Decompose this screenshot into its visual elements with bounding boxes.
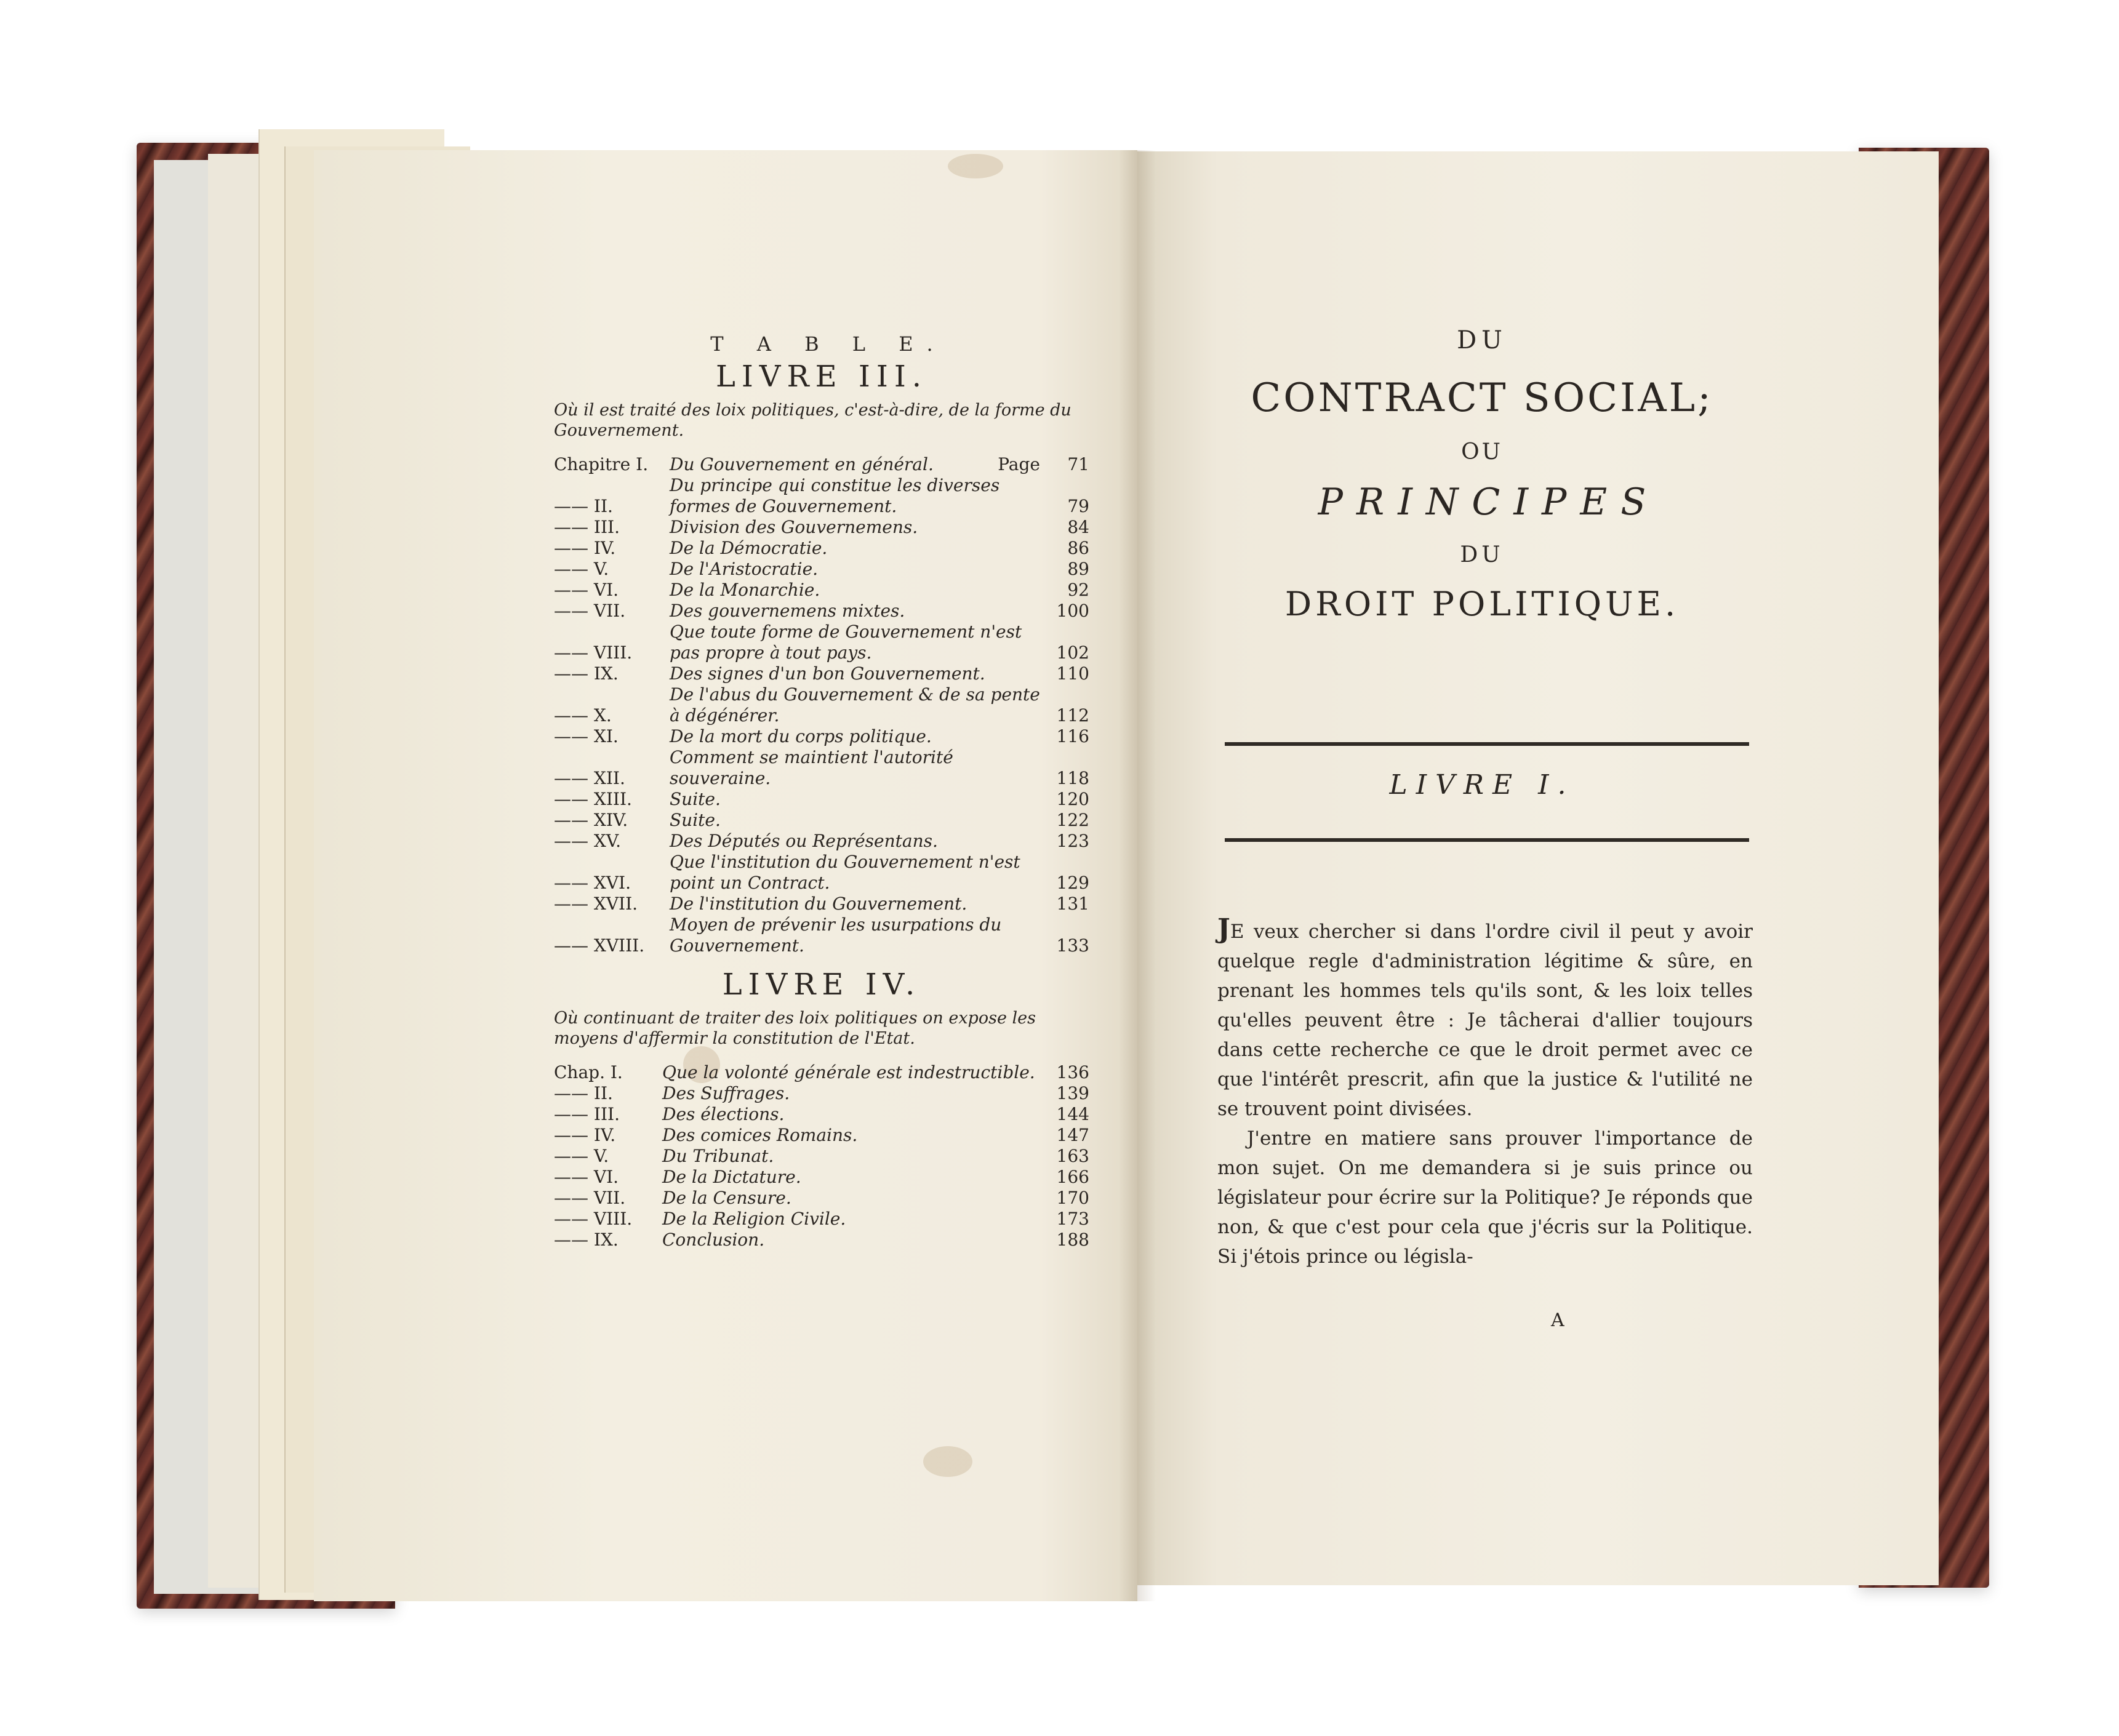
toc-entry	[554, 1209, 1089, 1230]
chapter-number: —— V.	[554, 1146, 609, 1166]
chapter-title: Suite.	[670, 789, 721, 809]
page-number: 147	[1056, 1125, 1089, 1145]
chapter-number: —— IX.	[554, 1230, 619, 1250]
paper-stain	[948, 154, 1003, 178]
chapter-title: Des signes d'un bon Gouvernement.	[670, 663, 985, 684]
chapter-title: De l'institution du Gouvernement.	[670, 894, 967, 914]
page-number: 173	[1056, 1209, 1089, 1229]
page-number: 116	[1056, 726, 1089, 746]
toc-entry	[554, 622, 1089, 663]
chapter-number: —— XII.	[554, 768, 625, 788]
page-number: 144	[1056, 1104, 1089, 1124]
page-number: 122	[1056, 810, 1089, 830]
chapter-title: De la Démocratie.	[670, 538, 828, 558]
body-text	[1217, 914, 1753, 1271]
chapter-number: —— XVI.	[554, 873, 631, 893]
paragraph-text: E veux chercher si dans l'ordre civil il peut y avoir quelque regle d'administration légitime & sûre, en prenant les hommes tels qu'ils sont, & les loix telles qu'elles peuvent être : Je tâcherai d'allier toujours dans cette recherche ce que le droit permet avec ce que l'intérêt prescrit, afin que la justice & l'utilité ne se trouvent point divisées.	[1217, 921, 1753, 1120]
livre-iii-entries	[554, 454, 1089, 956]
chapter-title: Que la volonté générale est indestructible.	[662, 1062, 1035, 1082]
chapter-number: Chapitre I.	[554, 454, 649, 474]
title-du-second: DU	[1460, 542, 1504, 567]
toc-entry	[554, 852, 1089, 894]
horizontal-rule	[1225, 838, 1749, 842]
page-number: 92	[1067, 580, 1089, 600]
paragraph	[1217, 914, 1753, 1124]
chapter-title: Du Gouvernement en général.	[670, 454, 934, 474]
chapter-title: Du Tribunat.	[662, 1146, 774, 1166]
chapter-title: De la Monarchie.	[670, 580, 820, 600]
toc-entry	[554, 684, 1089, 726]
toc-entry	[554, 1188, 1089, 1209]
drop-cap: J	[1217, 913, 1230, 945]
toc-entry	[554, 894, 1089, 914]
page-number: 123	[1056, 831, 1089, 851]
toc-entry	[554, 810, 1089, 831]
toc-entry	[554, 454, 1089, 475]
chapter-number: —— XV.	[554, 831, 622, 851]
livre-iv-heading: LIVRE IV.	[722, 967, 921, 1002]
page-number: 133	[1056, 935, 1089, 956]
chapter-number: —— IX.	[554, 663, 619, 684]
toc-entry	[554, 1083, 1089, 1104]
chapter-number: —— IV.	[554, 538, 616, 558]
title-principes: PRINCIPES	[1318, 481, 1660, 524]
page-number: 71	[1067, 454, 1089, 474]
signature-mark: A	[1551, 1310, 1564, 1331]
chapter-number: —— II.	[554, 1083, 613, 1103]
chapter-title: Suite.	[670, 810, 721, 830]
table-of-contents	[554, 332, 1089, 1250]
page-number: 112	[1056, 705, 1089, 726]
chapter-number: —— XIV.	[554, 810, 628, 830]
chapter-title: Des gouvernemens mixtes.	[670, 601, 905, 621]
toc-entry	[554, 1062, 1089, 1083]
chapter-number: —— II.	[554, 496, 613, 516]
chapter-number: —— VIII.	[554, 1209, 633, 1229]
paragraph: J'entre en matiere sans prouver l'importance de mon sujet. On me demandera si je suis prince ou législateur pour écrire sur la Politique? Je réponds que non, & que c'est pour cela que j'écris sur la Politique. Si j'étois prince ou législa-	[1217, 1127, 1753, 1268]
livre-iv-entries	[554, 1062, 1089, 1250]
page-number: 100	[1056, 601, 1089, 621]
chapter-number: —— XI.	[554, 726, 619, 746]
chapter-number: —— VII.	[554, 1188, 626, 1208]
toc-entry	[554, 1146, 1089, 1167]
chapter-title: Comment se maintient l'autorité souveraine.	[670, 747, 953, 788]
title-du: DU	[1457, 326, 1507, 354]
page-number: 139	[1056, 1083, 1089, 1103]
toc-entry	[554, 559, 1089, 580]
toc-entry	[554, 831, 1089, 852]
chapter-number: —— XVII.	[554, 894, 638, 914]
page-number: 79	[1067, 496, 1089, 516]
horizontal-rule	[1225, 742, 1749, 746]
toc-entry	[554, 580, 1089, 601]
chapter-title: Division des Gouvernemens.	[670, 517, 918, 537]
chapter-title: Que l'institution du Gouvernement n'est point un Contract.	[670, 852, 1020, 893]
toc-entry	[554, 1104, 1089, 1125]
chapter-title: Du principe qui constitue les diverses formes de Gouvernement.	[670, 475, 1000, 516]
page-number: 110	[1056, 663, 1089, 684]
chapter-title: De l'Aristocratie.	[670, 559, 819, 579]
toc-entry	[554, 538, 1089, 559]
page-number: 129	[1056, 873, 1089, 893]
toc-entry	[554, 914, 1089, 956]
chapter-number: —— VI.	[554, 580, 619, 600]
toc-entry	[554, 517, 1089, 538]
toc-entry	[554, 789, 1089, 810]
paper-stain	[923, 1446, 972, 1477]
page-number: 84	[1067, 517, 1089, 537]
title-droit-politique: DROIT POLITIQUE.	[1284, 585, 1680, 623]
page-number: 120	[1056, 789, 1089, 809]
chapter-title: De l'abus du Gouvernement & de sa pente à dégénérer.	[670, 684, 1040, 726]
chapter-title: Que toute forme de Gouvernement n'est pas propre à tout pays.	[670, 622, 1022, 663]
toc-entry	[554, 1230, 1089, 1250]
chapter-title: Moyen de prévenir les usurpations du Gouvernement.	[670, 914, 1002, 956]
chapter-number: —— XIII.	[554, 789, 632, 809]
livre-iii-description: Où il est traité des loix politiques, c'est-à-dire, de la forme du Gouvernement.	[554, 401, 1072, 440]
chapter-number: —— VI.	[554, 1167, 619, 1187]
chapter-number: —— III.	[554, 517, 620, 537]
toc-entry	[554, 663, 1089, 684]
table-title: T A B L E.	[710, 332, 947, 356]
toc-entry	[554, 475, 1089, 517]
chapter-title: De la Dictature.	[662, 1167, 801, 1187]
chapter-number: —— XVIII.	[554, 935, 645, 956]
page-number: 136	[1056, 1062, 1089, 1082]
chapter-number: —— X.	[554, 705, 612, 726]
toc-entry	[554, 747, 1089, 789]
chapter-title: Des Suffrages.	[662, 1083, 790, 1103]
page-number: 188	[1056, 1230, 1089, 1250]
page-number: 86	[1067, 538, 1089, 558]
livre-iii-heading: LIVRE III.	[715, 359, 928, 394]
chapter-number: —— VII.	[554, 601, 626, 621]
chapter-number: Chap. I.	[554, 1062, 623, 1082]
page-word: Page	[998, 454, 1040, 474]
toc-entry	[554, 726, 1089, 747]
title-block	[1205, 326, 1759, 623]
page-number: 170	[1056, 1188, 1089, 1208]
chapter-number: —— IV.	[554, 1125, 616, 1145]
chapter-title: De la Censure.	[662, 1188, 791, 1208]
toc-entry	[554, 601, 1089, 622]
page-number: 131	[1056, 894, 1089, 914]
page-number: 166	[1056, 1167, 1089, 1187]
toc-entry	[554, 1167, 1089, 1188]
chapter-number: —— III.	[554, 1104, 620, 1124]
chapter-title: Des élections.	[662, 1104, 785, 1124]
book-gutter	[1119, 150, 1156, 1601]
chapter-title: De la Religion Civile.	[662, 1209, 846, 1229]
page-number: 163	[1056, 1146, 1089, 1166]
page-number: 89	[1067, 559, 1089, 579]
livre-i-heading: LIVRE I.	[1389, 769, 1575, 801]
title-ou: OU	[1461, 439, 1503, 465]
chapter-title: De la mort du corps politique.	[670, 726, 932, 746]
chapter-title: Conclusion.	[662, 1230, 765, 1250]
chapter-number: —— V.	[554, 559, 609, 579]
chapter-title: Des comices Romains.	[662, 1125, 858, 1145]
toc-entry	[554, 1125, 1089, 1146]
chapter-number: —— VIII.	[554, 642, 633, 663]
chapter-title: Des Députés ou Représentans.	[670, 831, 938, 851]
page-number: 102	[1056, 642, 1089, 663]
livre-iv-description: Où continuant de traiter des loix politiques on expose les moyens d'affermir la constitution de l'Etat.	[554, 1009, 1036, 1048]
main-title: CONTRACT SOCIAL;	[1251, 375, 1713, 421]
page-number: 118	[1056, 768, 1089, 788]
